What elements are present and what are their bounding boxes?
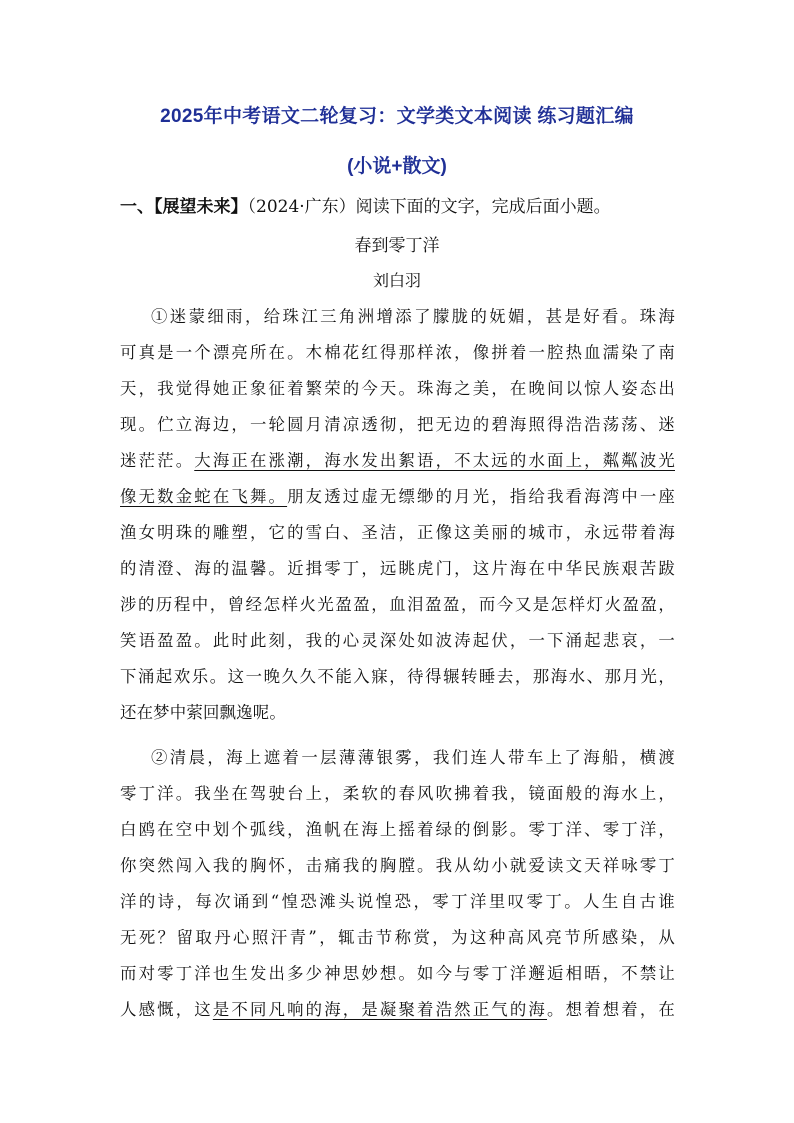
document-title: 2025年中考语文二轮复习：文学类文本阅读 练习题汇编: [160, 106, 634, 127]
question-instruction: （2024·广东）阅读下面的文字，完成后面小题。: [247, 197, 611, 217]
paragraph-line: 笑语盈盈。此时此刻，我的心灵深处如波涛起伏，一下涌起悲哀，一: [120, 631, 675, 650]
document-subtitle: (小说+散文): [347, 156, 447, 177]
paragraph-line: 可真是一个漂亮所在。木棉花红得那样浓，像拼着一腔热血濡染了南: [120, 343, 675, 362]
text-span: 。想着想着，在: [547, 1000, 675, 1019]
text-span: 朋友透过虚无缥缈的月光，指给我看海湾中一座: [287, 487, 675, 506]
underlined-sentence: 大海正在涨潮，海水发出絮语，不太远的水面上，粼粼波光: [194, 451, 675, 470]
paragraph-line: 的清澄、海的温馨。近揖零丁，远眺虎门，这片海在中华民族艰苦跋: [120, 559, 675, 578]
question-heading: [120, 192, 611, 217]
paragraph-line: 天，我觉得她正象征着繁荣的今天。珠海之美，在晚间以惊人姿态出: [120, 379, 675, 398]
paragraph-line: ②清晨，海上遮着一层薄薄银雾，我们连人带车上了海船，横渡: [151, 748, 675, 767]
paragraph-line: 白鸥在空中划个弧线，渔帆在海上摇着绿的倒影。零丁洋、零丁洋，: [120, 820, 675, 839]
paragraph-line: 你突然闯入我的胸怀，击痛我的胸膛。我从幼小就爱读文天祥咏零丁: [120, 856, 675, 875]
paragraph-line: 现。伫立海边，一轮圆月清凉透彻，把无边的碧海照得浩浩荡荡、迷: [120, 415, 675, 434]
paragraph-line: [120, 447, 675, 471]
text-span: 迷茫茫。: [120, 451, 195, 470]
paragraph-line: 而对零丁洋也生发出多少神思妙想。如今与零丁洋邂逅相晤，不禁让: [120, 964, 675, 983]
question-tag: 【展望未来】: [154, 197, 248, 217]
paragraph-line: 渔女明珠的雕塑，它的雪白、圣洁，正像这美丽的城市，永远带着海: [120, 523, 675, 542]
underlined-sentence: 像无数金蛇在飞舞。: [120, 487, 288, 506]
paragraph-line: 下涌起欢乐。这一晚久久不能入寐，待得辗转睡去，那海水、那月光，: [120, 667, 675, 686]
paragraph-line: 还在梦中萦回飘逸呢。: [120, 703, 286, 722]
paragraph-line: [120, 996, 675, 1020]
underlined-sentence: 是不同凡响的海，是凝聚着浩然正气的海: [212, 1000, 548, 1019]
paragraph-line: [120, 483, 675, 507]
paragraph-line: ①迷蒙细雨，给珠江三角洲增添了朦胧的妩媚，甚是好看。珠海: [151, 307, 675, 326]
paragraph-line: 零丁洋。我坐在驾驶台上，柔软的春风吹拂着我，镜面般的海水上，: [120, 784, 675, 803]
paragraph-line: 无死？留取丹心照汗青”，辄击节称赏，为这种高风亮节所感染，从: [120, 928, 675, 947]
question-number: 一、: [120, 197, 154, 217]
paragraph-line: 洋的诗，每次诵到“惶恐滩头说惶恐，零丁洋里叹零丁。人生自古谁: [120, 892, 675, 911]
text-span: 人感慨，这: [120, 1000, 213, 1019]
article-author: 刘白羽: [372, 271, 421, 290]
paragraph-line: 涉的历程中，曾经怎样火光盈盈，血泪盈盈，而今又是怎样灯火盈盈，: [120, 595, 675, 614]
article-title: 春到零丁洋: [354, 236, 440, 256]
